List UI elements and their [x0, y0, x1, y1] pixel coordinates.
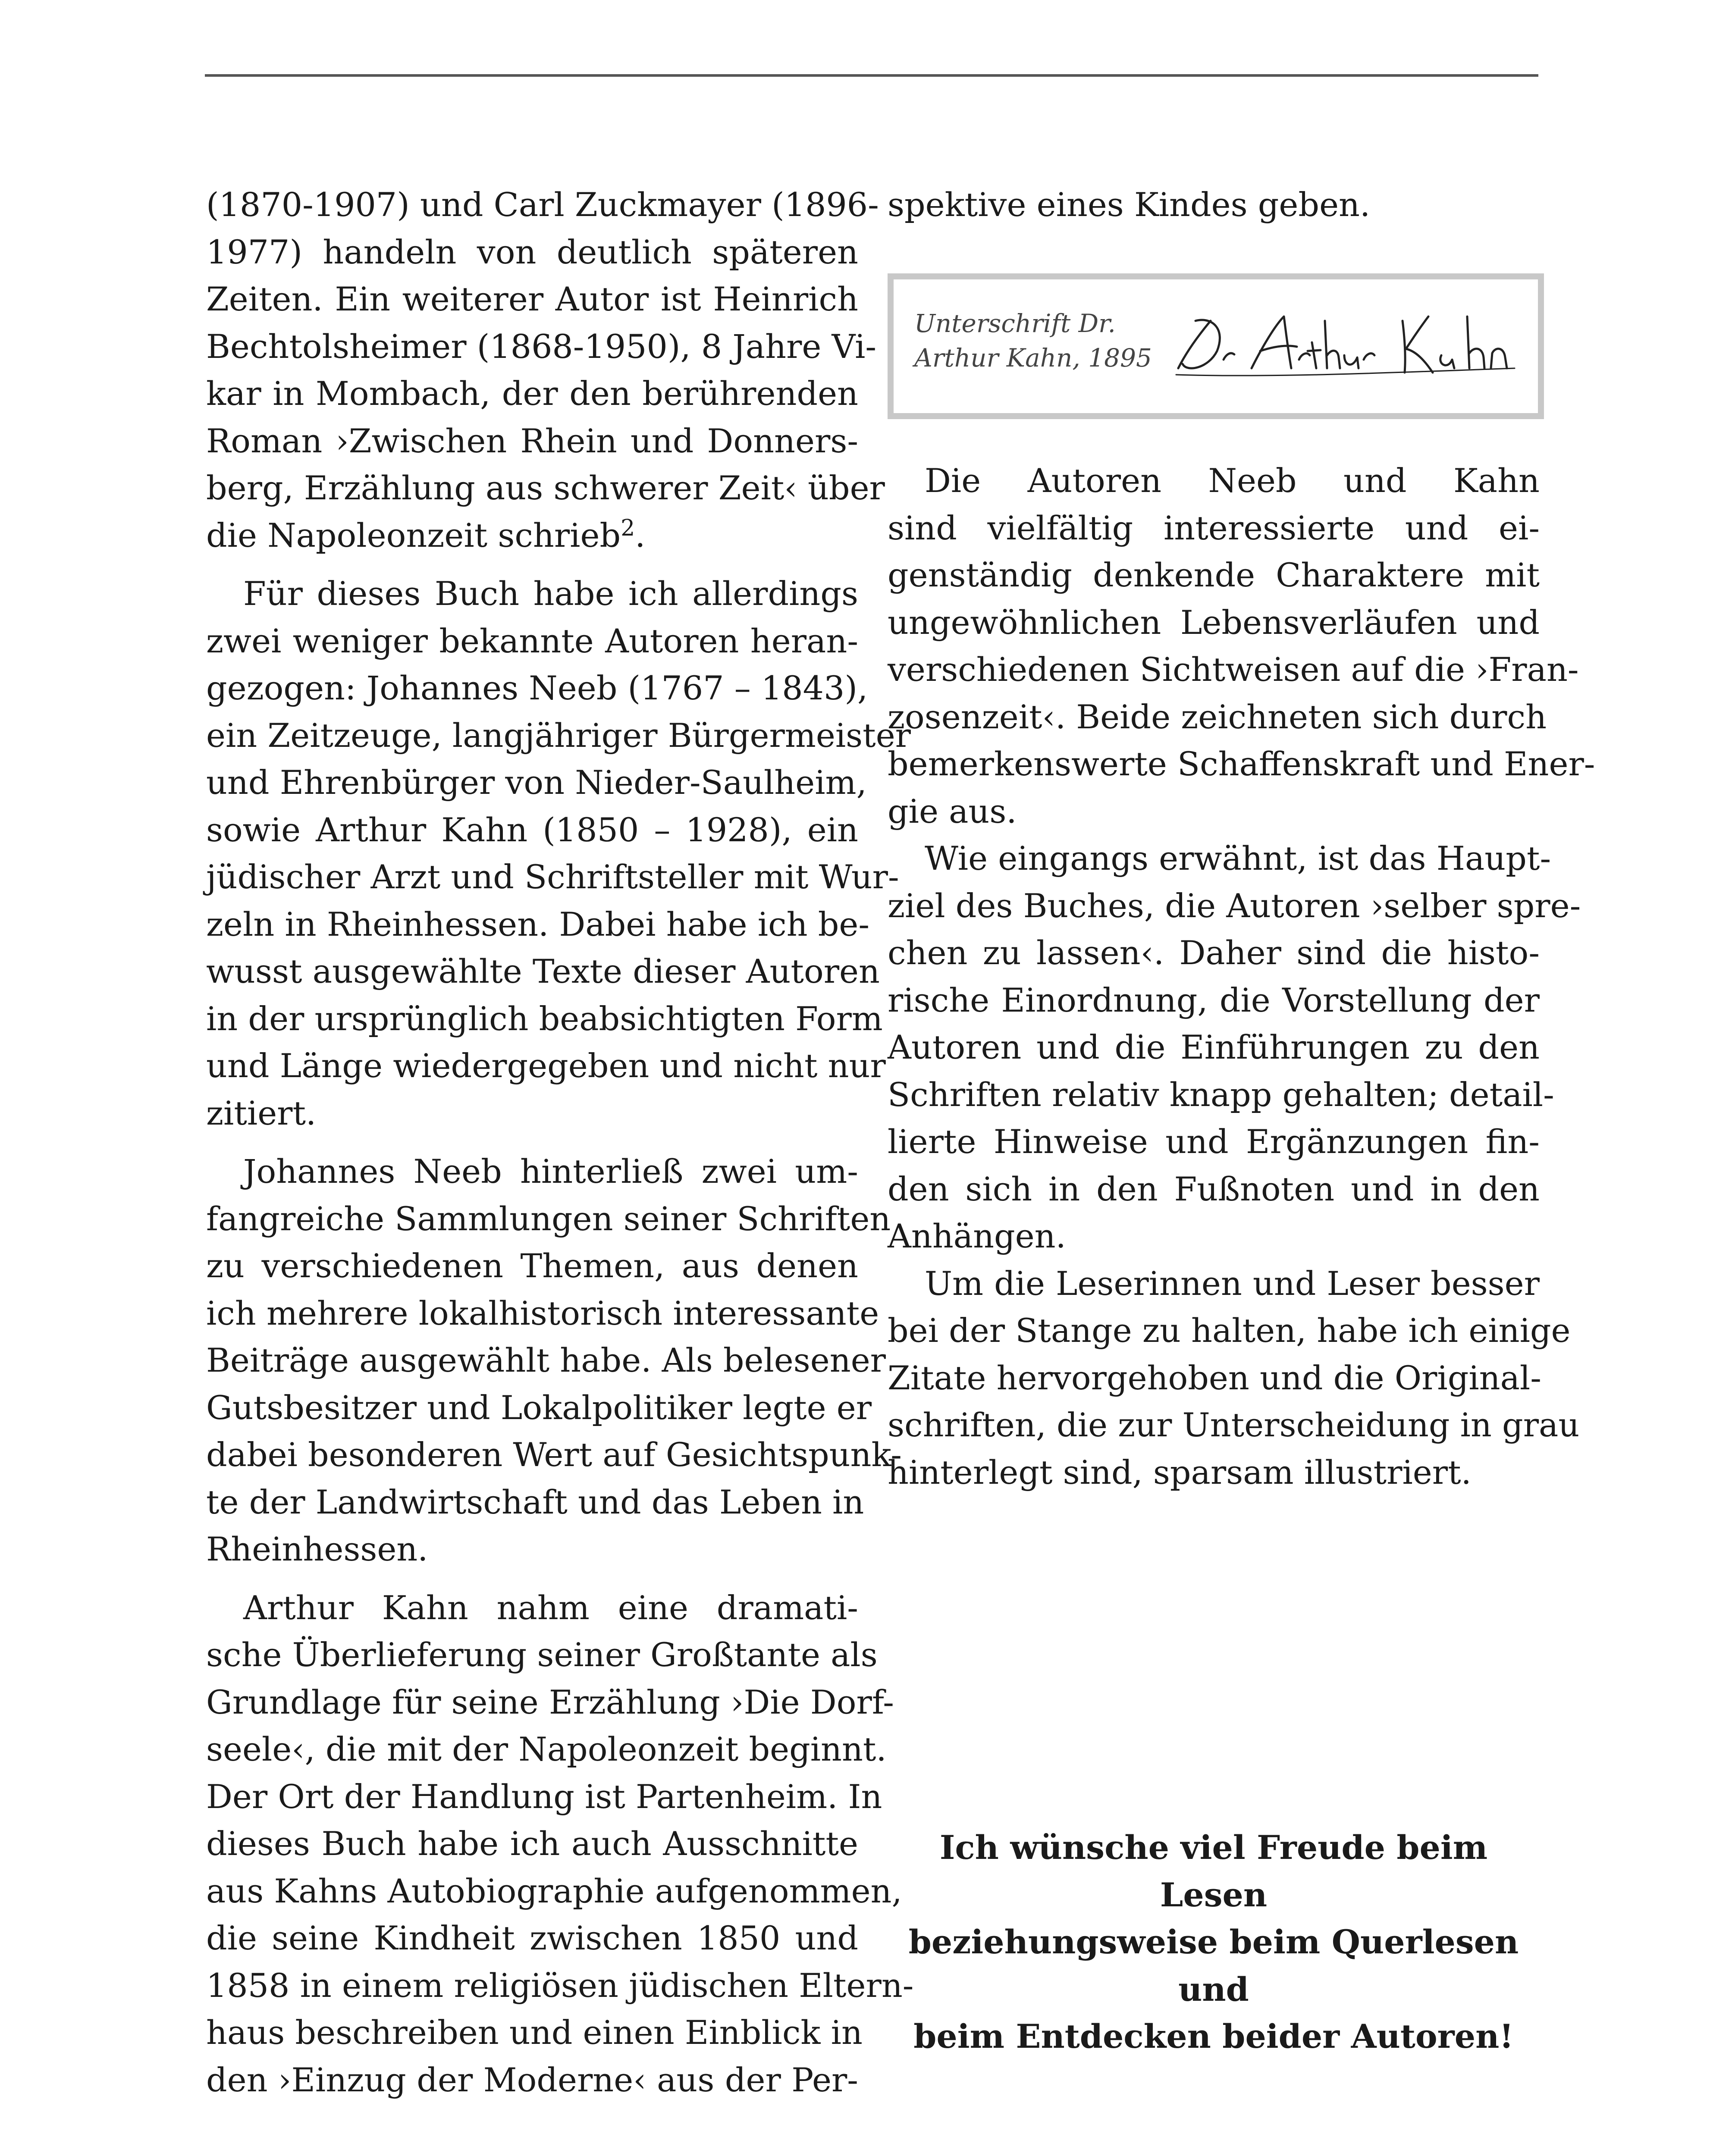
text-line: lierte Hinweise und Ergänzungen fin-: [888, 1122, 1540, 1161]
signature-image: [1170, 304, 1523, 385]
text-line: ich mehrere lokalhistorisch interessante: [206, 1294, 879, 1332]
text-line: genständig denkende Charaktere mit: [888, 556, 1540, 594]
text-line: Beiträge ausgewählt habe. Als belesener: [206, 1341, 886, 1379]
text-line: sind vielfältig interessierte und ei-: [888, 508, 1540, 547]
text-line: Autoren und die Einführungen zu den: [888, 1028, 1540, 1066]
text-line: zwei weniger bekannte Autoren heran-: [206, 621, 858, 660]
text-line: ungewöhnlichen Lebensverläufen und: [888, 603, 1540, 642]
text-line: hinterlegt sind, sparsam illustriert.: [888, 1453, 1472, 1492]
text-line: 1858 in einem religiösen jüdischen Eltern-: [206, 1966, 914, 2005]
text-line: die seine Kindheit zwischen 1850 und: [206, 1919, 858, 1957]
text-line: zu verschiedenen Themen, aus denen: [206, 1247, 858, 1285]
text-line: berg, Erzählung aus schwerer Zeit‹ über: [206, 469, 885, 507]
text-line: bei der Stange zu halten, habe ich einige: [888, 1311, 1571, 1350]
text-line: den sich in den Fußnoten und in den: [888, 1169, 1540, 1208]
text-line: ziel des Buches, die Autoren ›selber spre-: [888, 886, 1581, 925]
text-fragment: .: [635, 516, 646, 555]
paragraph-7: [888, 1260, 1580, 1496]
text-line: seele‹, die mit der Napoleonzeit beginnt.: [206, 1730, 887, 1768]
text-line: Für dieses Buch habe ich allerdings: [243, 574, 858, 613]
text-line: Schriften relativ knapp gehalten; detail-: [888, 1075, 1554, 1114]
text-line: te der Landwirtschaft und das Leben in: [206, 1482, 864, 1521]
text-line: Die Autoren Neeb und Kahn: [925, 461, 1540, 500]
text-line: fangreiche Sammlungen seiner Schriften: [206, 1199, 891, 1238]
text-line: in der ursprünglich beabsichtigten Form: [206, 999, 883, 1038]
text-line: Anhängen.: [888, 1217, 1066, 1255]
text-line: Zitate hervorgehoben und die Original-: [888, 1358, 1541, 1397]
closing-remark: [888, 1824, 1540, 2060]
text-line: Roman ›Zwischen Rhein und Donners-: [206, 421, 858, 460]
paragraph-1: [206, 181, 885, 559]
text-line: und Ehrenbürger von Nieder-Saulheim,: [206, 763, 867, 802]
text-line: sowie Arthur Kahn (1850 – 1928), ein: [206, 810, 858, 849]
text-line: dieses Buch habe ich auch Ausschnitte: [206, 1824, 858, 1863]
caption-line: Unterschrift Dr.: [914, 309, 1116, 338]
right-column-body: [888, 457, 1595, 1496]
signature-caption: [914, 306, 1152, 375]
text-line: 1977) handeln von deutlich späteren: [206, 232, 858, 271]
text-line: Bechtolsheimer (1868-1950), 8 Jahre Vi-: [206, 327, 877, 366]
text-line: zosenzeit‹. Beide zeichneten sich durch: [888, 697, 1547, 736]
paragraph-3: [206, 1148, 902, 1573]
paragraph-4: [206, 1584, 914, 2104]
right-column: [888, 181, 1540, 229]
text-line: spektive eines Kindes geben.: [888, 185, 1371, 224]
text-line: ein Zeitzeuge, langjähriger Bürgermeister: [206, 716, 911, 755]
text-line: sche Überlieferung seiner Großtante als: [206, 1636, 878, 1674]
text-line: bemerkenswerte Schaffenskraft und Ener-: [888, 745, 1595, 783]
text-fragment: die Napoleonzeit schrieb: [206, 516, 621, 555]
text-line: gie aus.: [888, 792, 1017, 830]
text-line: schriften, die zur Unterscheidung in grau: [888, 1406, 1580, 1444]
footnote-marker[interactable]: 2: [621, 515, 635, 541]
closing-line: beim Entdecken beider Autoren!: [913, 2017, 1514, 2056]
paragraph-2: [206, 570, 911, 1137]
text-line: Der Ort der Handlung ist Partenheim. In: [206, 1777, 882, 1816]
text-line: (1870-1907) und Carl Zuckmayer (1896-: [206, 185, 879, 224]
text-line: Grundlage für seine Erzählung ›Die Dorf-: [206, 1683, 894, 1721]
closing-line: Ich wünsche viel Freude beim Lesen: [939, 1828, 1488, 1914]
text-line: jüdischer Arzt und Schriftsteller mit Wur-: [206, 858, 899, 896]
left-column: [206, 181, 914, 2103]
paragraph-5: [888, 457, 1595, 835]
text-line: rische Einordnung, die Vorstellung der: [888, 981, 1540, 1019]
caption-line: Arthur Kahn, 1895: [914, 343, 1152, 373]
text-line: kar in Mombach, der den berührenden: [206, 374, 858, 413]
text-line: Um die Leserinnen und Leser besser: [925, 1264, 1540, 1303]
header-rule: [205, 74, 1538, 77]
text-line: zeln in Rheinhessen. Dabei habe ich be-: [206, 905, 870, 943]
text-line: Zeiten. Ein weiterer Autor ist Heinrich: [206, 280, 858, 318]
text-line: zitiert.: [206, 1094, 317, 1132]
text-line: Gutsbesitzer und Lokalpolitiker legte er: [206, 1388, 872, 1427]
text-line: Arthur Kahn nahm eine dramati-: [243, 1588, 858, 1627]
text-line: den ›Einzug der Moderne‹ aus der Per-: [206, 2060, 858, 2099]
signature-box: [888, 273, 1544, 419]
text-line: Johannes Neeb hinterließ zwei um-: [243, 1152, 858, 1191]
text-line: [206, 512, 858, 559]
text-line: aus Kahns Autobiographie aufgenommen,: [206, 1871, 902, 1910]
text-line: gezogen: Johannes Neeb (1767 – 1843),: [206, 669, 868, 707]
text-line: chen zu lassen‹. Daher sind die histo-: [888, 934, 1540, 972]
text-line: dabei besonderen Wert auf Gesichtspunk-: [206, 1435, 902, 1474]
text-line: Wie eingangs erwähnt, ist das Haupt-: [925, 839, 1551, 877]
text-line: verschiedenen Sichtweisen auf die ›Fran-: [888, 650, 1579, 689]
paragraph-6: [888, 835, 1581, 1260]
closing-line: beziehungsweise beim Querlesen und: [908, 1923, 1519, 2009]
text-line: Rheinhessen.: [206, 1530, 428, 1568]
text-line: und Länge wiedergegeben und nicht nur: [206, 1047, 886, 1085]
text-line: wusst ausgewählte Texte dieser Autoren: [206, 952, 880, 990]
text-line: haus beschreiben und einen Einblick in: [206, 2013, 863, 2052]
